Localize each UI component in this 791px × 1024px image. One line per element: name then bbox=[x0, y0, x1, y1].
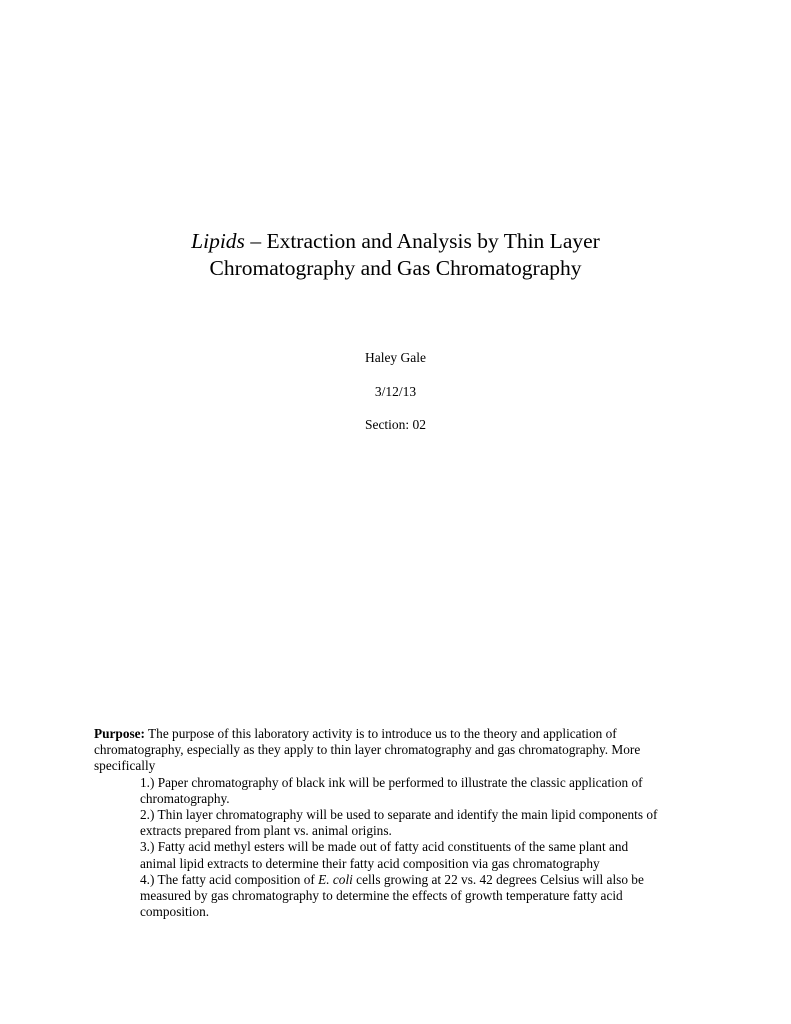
title-line-1-rest: – Extraction and Analysis by Thin Layer bbox=[244, 229, 600, 253]
purpose-label: Purpose: bbox=[94, 726, 145, 741]
title-line-1 bbox=[0, 228, 791, 255]
section-number: Section: 02 bbox=[364, 417, 427, 432]
title-italic-word: Lipids bbox=[191, 229, 245, 253]
list-item: 4.) The fatty acid composition of E. coli cells growing at 22 vs. 42 degrees Celsius will also be measured by gas chromatography to determine the effects of growth temperature fatty acid composition. bbox=[140, 871, 644, 920]
purpose-intro-line-2: chromatography, especially as they apply to thin layer chromatography and gas chromatography. More bbox=[94, 742, 641, 758]
objectives-list bbox=[94, 775, 714, 921]
list-item: 1.) Paper chromatography of black ink will be performed to illustrate the classic application of chromatography. bbox=[140, 774, 643, 806]
report-date: 3/12/13 bbox=[374, 384, 417, 399]
purpose-intro-line-1: Purpose: The purpose of this laboratory activity is to introduce us to the theory and application of bbox=[94, 726, 617, 741]
author-name: Haley Gale bbox=[364, 350, 427, 365]
list-item: 2.) Thin layer chromatography will be used to separate and identify the main lipid components of extracts prepared from plant vs. animal origins. bbox=[140, 807, 658, 839]
list-item: 3.) Fatty acid methyl esters will be made out of fatty acid constituents of the same plant and animal lipid extracts to determine their fatty acid composition via gas chromatography bbox=[140, 839, 629, 871]
purpose-section bbox=[94, 726, 714, 920]
title-line-2: Chromatography and Gas Chromatography bbox=[209, 256, 582, 280]
organism-name: E. coli bbox=[318, 871, 353, 887]
purpose-intro-line-3: specifically bbox=[94, 758, 156, 774]
document-title bbox=[0, 228, 791, 282]
